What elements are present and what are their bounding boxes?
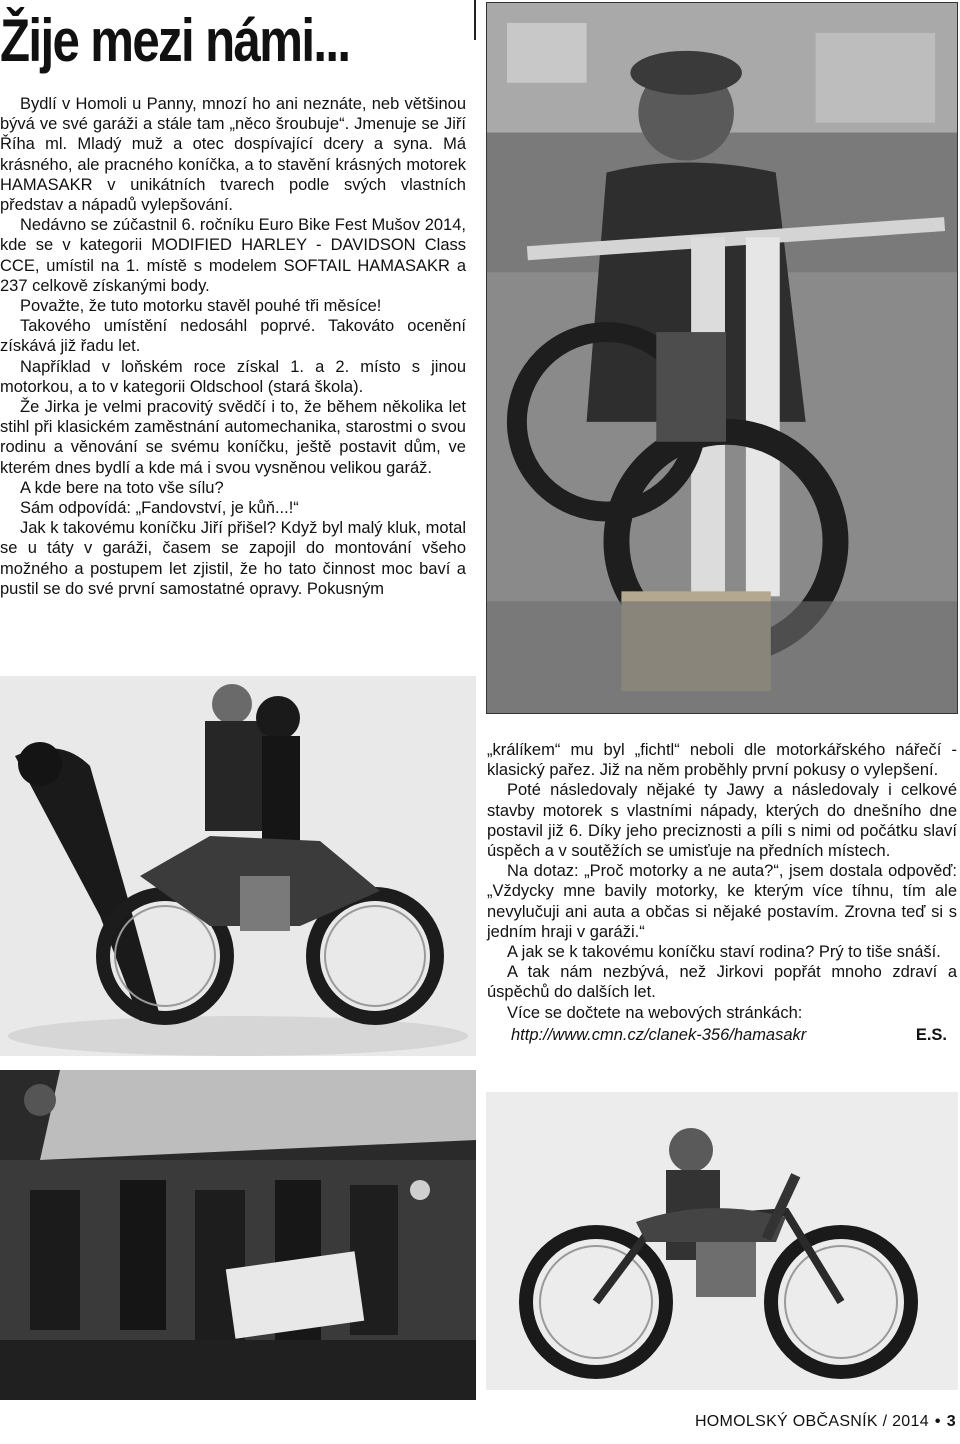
paragraph: A jak se k takovému koníčku staví rodina? Prý to tiše snáší. [507, 943, 941, 962]
paragraph: Na dotaz: „Proč motorky a ne auta?“, jsem dostala odpověď: „Vždycky mne bavily motorky, ke kterým více tíhnu, tím ale nevylučuji ani auta a občas si nějaké postavím. Zrovna teď si s jedním hraji v garáži.“ [487, 862, 957, 941]
paragraph: Považte, že tuto motorku stavěl pouhé tři měsíce! [20, 297, 382, 316]
article-body-right [487, 740, 957, 1045]
page-footer [630, 1413, 956, 1431]
paragraph: Že Jirka je velmi pracovitý svědčí i to, že během několika let stihl při klasickém zaměstnání automechanika, starostmi o svou rodinu a věnování se svému koníčku, ještě postavit dům, ve kterém dnes bydlí a kde má i svou vysněnou velikou garáž. [0, 398, 466, 477]
paragraph: Sám odpovídá: „Fandovství, je kůň...!“ [20, 499, 299, 518]
paragraph: Jak k takovému koníčku Jiří přišel? Když byl malý kluk, motal se u táty v garáži, časem se zapojil do montování všeho možného a postupem let zjistil, že ho tato činnost moc baví a pustil se do své první samostatné opravy. Pokusným [0, 519, 466, 598]
photo-models-with-bike [0, 676, 476, 1056]
photo-garage-image [487, 3, 957, 713]
page-title: Žije mezi námi... [0, 7, 350, 74]
photo-garage-builder [486, 2, 958, 714]
photo-ceremony-image [0, 1070, 476, 1400]
paragraph: Takového umístění nedosáhl poprvé. Takováto ocenění získává již řadu let. [0, 317, 466, 356]
publication-name: HOMOLSKÝ OBČASNÍK / 2014 [694, 1413, 929, 1430]
page-number: 3 [946, 1413, 956, 1430]
paragraph: Nedávno se zúčastnil 6. ročníku Euro Bike Fest Mušov 2014, kde se v kategorii MODIFIED HARLEY - DAVIDSON Class CCE, umístil na 1. místě s modelem SOFTAIL HAMASAKR a 237 celkově získanými body. [0, 216, 466, 295]
paragraph: Poté následovaly nějaké ty Jawy a následovaly i celkové stavby motorek s vlastními nápady, kterých do dnešního dne postavil již 6. Díky jeho preciznosti a píli s nimi od počátku slaví úspěch a v soutěžích se umisťuje na předních místech. [487, 781, 957, 861]
link-line [487, 1025, 957, 1045]
paragraph: Například v loňském roce získal 1. a 2. místo s jinou motorkou, a to v kategorii Oldschool (stará škola). [0, 357, 466, 396]
photo-models-image [0, 676, 476, 1056]
author-signature: E.S. [915, 1025, 947, 1044]
photo-motorcycle-image [486, 1092, 958, 1390]
paragraph: Více se dočtete na webových stránkách: [507, 1003, 803, 1022]
website-link[interactable]: http://www.cmn.cz/clanek-356/hamasakr [511, 1025, 807, 1044]
photo-custom-motorcycle [486, 1092, 958, 1390]
paragraph: „králíkem“ mu byl „fichtl“ neboli dle motorkářského nářečí - klasický pařez. Již na něm proběhly první pokusy o vylepšení. [487, 741, 957, 780]
footer-separator: • [934, 1413, 941, 1430]
photo-award-ceremony [0, 1070, 476, 1400]
paragraph: A tak nám nezbývá, než Jirkovi popřát mnoho zdraví a úspěchů do dalších let. [487, 963, 957, 1002]
paragraph: A kde bere na toto vše sílu? [20, 478, 224, 497]
article-body-left [0, 94, 466, 599]
column-divider [474, 0, 476, 40]
paragraph: Bydlí v Homoli u Panny, mnozí ho ani neznáte, neb většinou bývá ve své garáži a stále tam „něco šroubuje“. Jmenuje se Jiří Říha ml. Mladý muž a otec dospívající dcery a syna. Má krásného, ale pracného koníčka, a to stavění krásných motorek HAMASAKR v unikátních tvarech podle svých vlastních představ a nápadů vylepšování. [0, 95, 466, 215]
